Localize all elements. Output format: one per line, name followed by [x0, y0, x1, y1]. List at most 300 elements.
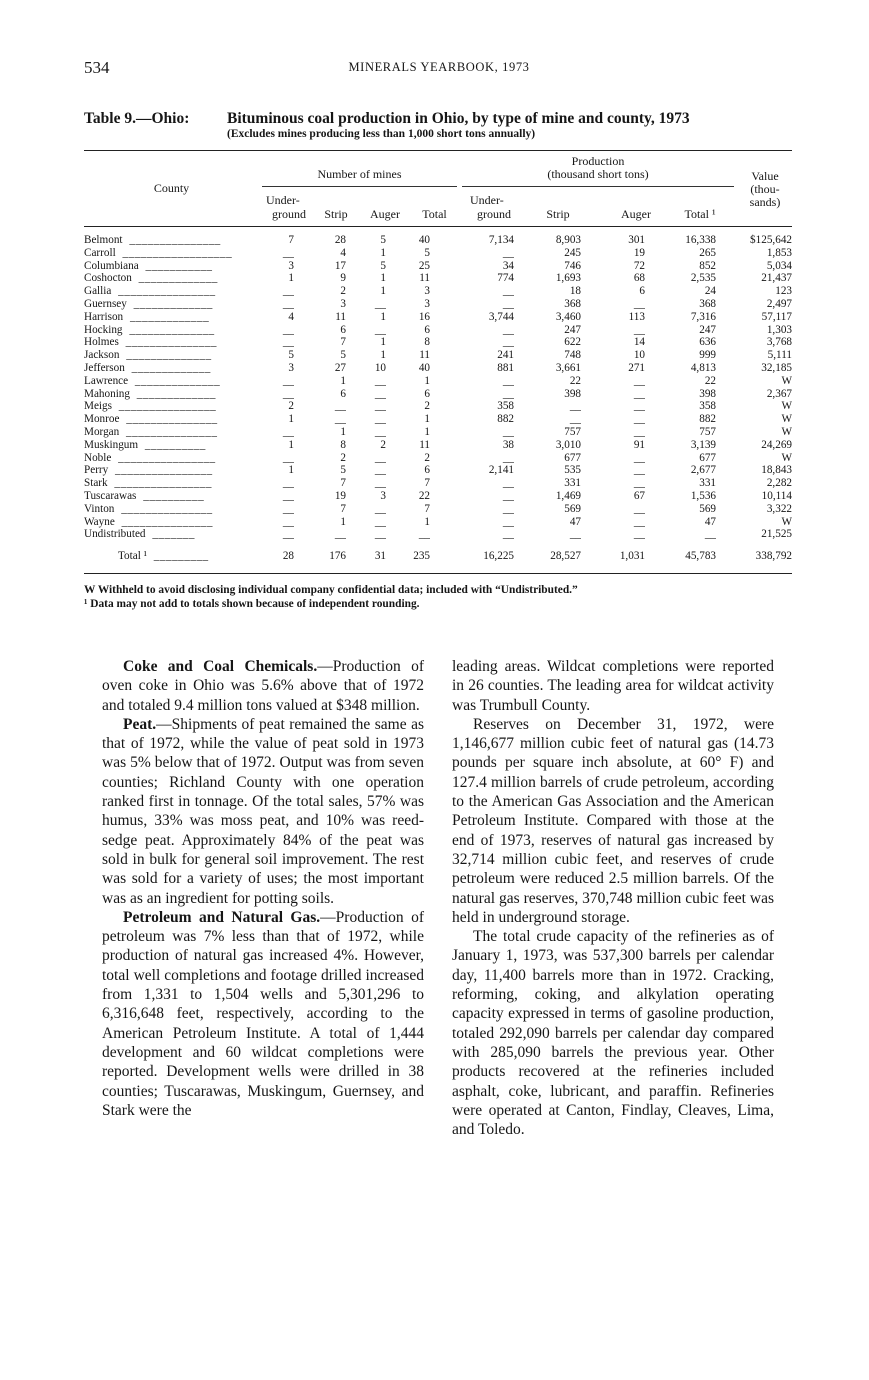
cell-prod-auger: 68	[633, 272, 645, 285]
cell-mines-total: 8	[424, 336, 430, 349]
cell-prod-underground: __	[502, 451, 514, 464]
table-row	[84, 247, 792, 260]
cell-mines-underground: __	[282, 451, 294, 464]
text-column-left	[102, 657, 424, 1120]
cell-prod-total: 2,677	[690, 464, 716, 477]
table-row	[84, 413, 792, 426]
county-cell	[84, 413, 262, 426]
table-footnotes	[84, 584, 792, 610]
header-mines-under: Under-	[266, 193, 300, 207]
header-production: Production	[571, 154, 625, 168]
header-prod-strip: Strip	[546, 207, 570, 221]
cell-prod-auger: __	[633, 528, 645, 541]
cell-prod-auger: 301	[628, 234, 645, 246]
cell-mines-total: 11	[419, 349, 430, 362]
coal-production-table	[84, 234, 792, 563]
county-cell	[84, 298, 262, 311]
cell-prod-total: 47	[704, 515, 716, 528]
county-cell	[84, 503, 262, 516]
footnote-withheld: W Withheld to avoid disclosing individual company confidential data; included with “Undistributed.”	[84, 584, 578, 596]
cell-prod-auger: __	[633, 297, 645, 310]
header-number-of-mines: Number of mines	[317, 167, 402, 181]
county-cell	[84, 426, 262, 439]
county-name: Jefferson	[84, 361, 125, 374]
cell-prod-underground: __	[502, 515, 514, 528]
cell-mines-auger: 1	[380, 310, 386, 323]
cell-mines-auger: 5	[380, 259, 386, 272]
leader-dots: __________	[143, 489, 205, 502]
cell-mines-underground: __	[282, 297, 294, 310]
cell-prod-total: 265	[699, 246, 716, 259]
cell-prod-strip: 746	[564, 259, 581, 272]
county-name: Vinton	[84, 502, 115, 515]
cell-value: W	[781, 374, 792, 387]
cell-mines-strip: 1	[340, 515, 346, 528]
cell-mines-total: 40	[418, 361, 430, 374]
leader-dots: __________________	[122, 246, 233, 259]
county-cell	[84, 490, 262, 503]
cell-prod-auger: __	[633, 425, 645, 438]
cell-mines-underground: 2	[288, 400, 294, 413]
header-prod-total: Total ¹	[684, 207, 716, 221]
cell-mines-auger: __	[374, 297, 386, 310]
cell-mines-underground: 1	[288, 272, 294, 285]
leader-dots: _____________	[138, 272, 218, 285]
cell-value: 10,114	[761, 489, 792, 502]
county-name: Mahoning	[84, 387, 130, 400]
county-cell	[84, 234, 262, 247]
cell-prod-auger: __	[633, 502, 645, 515]
cell-mines-underground: __	[282, 502, 294, 515]
cell-mines-strip: 8	[340, 438, 346, 451]
cell-prod-total: 757	[699, 425, 716, 438]
cell-mines-underground: __	[282, 477, 294, 490]
county-cell	[84, 516, 262, 529]
table-row	[84, 324, 792, 337]
cell-mines-underground: 4	[288, 310, 294, 323]
county-name: Wayne	[84, 515, 115, 528]
leader-dots: _____________	[133, 297, 213, 310]
leader-dots: ________________	[118, 285, 216, 298]
cell-prod-strip: 622	[564, 336, 581, 349]
table-subcaption: (Excludes mines producing less than 1,000 short tons annually)	[227, 128, 536, 140]
cell-prod-total: 247	[699, 323, 716, 336]
cell-prod-underground: 16,225	[483, 550, 514, 563]
heading-petroleum: Petroleum and Natural Gas.	[123, 908, 321, 926]
leader-dots: _______	[152, 528, 195, 541]
cell-mines-strip: 19	[334, 489, 346, 502]
cell-prod-auger: __	[633, 515, 645, 528]
table-row	[84, 464, 792, 477]
table-row	[84, 452, 792, 465]
cell-prod-auger: __	[633, 413, 645, 426]
cell-mines-auger: __	[374, 477, 386, 490]
cell-mines-auger: __	[374, 323, 386, 336]
county-cell	[84, 362, 262, 375]
cell-mines-underground: __	[282, 425, 294, 438]
cell-value: 2,497	[766, 297, 792, 310]
table-caption: Bituminous coal production in Ohio, by type of mine and county, 1973	[227, 110, 690, 127]
cell-prod-underground: __	[502, 489, 514, 502]
county-name: Guernsey	[84, 297, 127, 310]
county-cell	[84, 324, 262, 337]
cell-mines-underground: __	[282, 528, 294, 541]
table-row	[84, 260, 792, 273]
cell-mines-strip: 28	[334, 234, 346, 246]
cell-prod-total: 2,535	[690, 272, 716, 285]
cell-mines-total: 2	[424, 451, 430, 464]
cell-prod-strip: 3,010	[555, 438, 581, 451]
county-name: Stark	[84, 477, 108, 490]
cell-mines-strip: 5	[340, 464, 346, 477]
county-name: Columbiana	[84, 259, 139, 272]
county-cell	[84, 311, 262, 324]
county-name: Lawrence	[84, 374, 129, 387]
cell-mines-total: 11	[419, 272, 430, 285]
county-name: Jackson	[84, 349, 120, 362]
table-top-rule	[84, 150, 792, 151]
county-name: Perry	[84, 464, 109, 477]
cell-mines-underground: __	[282, 323, 294, 336]
cell-value: 24,269	[761, 438, 792, 451]
county-name: Noble	[84, 451, 112, 464]
cell-prod-auger: 6	[639, 285, 645, 298]
cell-mines-auger: 1	[380, 336, 386, 349]
cell-mines-auger: __	[374, 400, 386, 413]
county-name: Harrison	[84, 310, 124, 323]
county-cell	[84, 528, 262, 541]
header-value-units-2: sands)	[749, 195, 781, 209]
cell-prod-auger: __	[633, 387, 645, 400]
cell-prod-auger: 271	[628, 361, 645, 374]
cell-prod-underground: __	[502, 477, 514, 490]
county-name: Undistributed	[84, 528, 146, 541]
cell-mines-total: 2	[424, 400, 430, 413]
cell-value: 5,034	[766, 259, 792, 272]
cell-mines-strip: 2	[340, 285, 346, 298]
table-row	[84, 528, 792, 541]
cell-mines-strip: 1	[340, 374, 346, 387]
table-bottom-rule	[84, 573, 792, 574]
cell-mines-auger: 2	[380, 438, 386, 451]
cell-prod-strip: 245	[564, 246, 581, 259]
cell-mines-strip: __	[334, 400, 346, 413]
cell-prod-auger: __	[633, 477, 645, 490]
table-row	[84, 336, 792, 349]
cell-mines-auger: 1	[380, 349, 386, 362]
table-row	[84, 477, 792, 490]
cell-mines-underground: 1	[288, 464, 294, 477]
cell-value: 5,111	[767, 349, 792, 362]
header-bottom-rule	[84, 226, 792, 227]
leader-dots: ______________	[129, 323, 215, 336]
cell-prod-total: 7,316	[690, 310, 716, 323]
leader-dots: ________________	[118, 400, 217, 413]
cell-prod-strip: 535	[564, 464, 581, 477]
cell-value: 21,525	[761, 528, 792, 541]
header-value-units-1: (thou-	[750, 182, 780, 196]
cell-mines-total: 25	[418, 259, 430, 272]
cell-mines-auger: __	[374, 451, 386, 464]
cell-prod-underground: __	[502, 502, 514, 515]
table-row	[84, 388, 792, 401]
cell-prod-underground: 2,141	[488, 464, 514, 477]
cell-prod-total: 852	[699, 259, 716, 272]
cell-value: 2,282	[766, 477, 792, 490]
cell-mines-underground: __	[282, 387, 294, 400]
table-label: Table 9.—Ohio:	[84, 110, 190, 127]
cell-prod-total: 331	[699, 477, 716, 490]
cell-value: W	[781, 515, 792, 528]
leader-dots: _______________	[129, 234, 221, 246]
cell-prod-total: 636	[699, 336, 716, 349]
body-coke: —Production of oven coke in Ohio was 5.6% above that of 1972 and totaled 9.4 million tons valued at $348 million.	[102, 658, 424, 714]
cell-mines-strip: 1	[340, 425, 346, 438]
cell-prod-auger: __	[633, 400, 645, 413]
header-county: County	[153, 181, 190, 195]
cell-mines-total: 16	[418, 310, 430, 323]
cell-mines-underground: 1	[288, 413, 294, 426]
publication-title: MINERALS YEARBOOK, 1973	[348, 60, 530, 74]
footnote-rounding: ¹ Data may not add to totals shown because of independent rounding.	[84, 597, 420, 610]
cell-prod-strip: 8,903	[555, 234, 581, 246]
county-name: Morgan	[84, 425, 120, 438]
cell-mines-underground: __	[282, 246, 294, 259]
cell-prod-strip: 1,469	[555, 489, 581, 502]
cell-mines-auger: __	[374, 502, 386, 515]
header-mines-total: Total	[422, 207, 447, 221]
county-name: Meigs	[84, 400, 112, 413]
cell-mines-auger: 10	[374, 361, 386, 374]
cell-mines-underground: __	[282, 336, 294, 349]
cell-value: 123	[775, 285, 792, 298]
leader-dots: _____________	[129, 310, 210, 323]
county-cell	[84, 477, 262, 490]
cell-prod-underground: __	[502, 246, 514, 259]
leader-dots: __________	[144, 438, 206, 451]
cell-prod-strip: __	[569, 400, 581, 413]
cell-prod-total: 999	[699, 349, 716, 362]
header-mines-ground: ground	[272, 207, 306, 221]
body-peat: —Shipments of peat remained the same as that of 1972, while the value of peat sold in 1973 was 5% below that of 1972. Output was from seven counties; Richland County with one operation ranked first in tonnage. Of the total sales, 57% was humus, 33% was moss peat, and 10% was reed-sedge peat. Approximately 84% of the peat was sold in bulk for general soil improvement. The rest was sold for a variety of uses; the most important was as an ingredient for potting soils.	[102, 715, 424, 907]
cell-prod-strip: 368	[564, 297, 581, 310]
cell-prod-total: 368	[699, 297, 716, 310]
county-cell	[84, 541, 262, 563]
leader-dots: _______________	[121, 502, 213, 515]
cell-value: 1,303	[766, 323, 792, 336]
cell-mines-underground: __	[282, 374, 294, 387]
cell-prod-underground: 34	[502, 259, 514, 272]
cell-mines-underground: 1	[288, 438, 294, 451]
leader-dots: _______________	[126, 425, 218, 438]
cell-mines-total: 6	[424, 323, 430, 336]
cell-prod-underground: __	[502, 387, 514, 400]
leader-dots: _______________	[125, 336, 218, 349]
running-head	[84, 58, 794, 86]
cell-mines-underground: __	[282, 285, 294, 298]
leader-dots: ______________	[134, 374, 221, 387]
header-value: Value	[751, 169, 779, 183]
table-row	[84, 311, 792, 324]
county-cell	[84, 260, 262, 273]
cell-mines-total: 11	[419, 438, 430, 451]
cell-mines-strip: 176	[329, 550, 346, 563]
cell-prod-underground: 881	[497, 361, 514, 374]
cell-mines-total: 7	[424, 502, 430, 515]
cell-mines-strip: 11	[335, 310, 346, 323]
cell-prod-total: 569	[699, 502, 716, 515]
county-name: Monroe	[84, 413, 120, 426]
cell-prod-auger: 113	[628, 310, 645, 323]
cell-prod-total: 1,536	[690, 489, 716, 502]
cell-mines-total: 1	[424, 374, 430, 387]
cell-prod-auger: 10	[633, 349, 645, 362]
cell-mines-total: 40	[418, 234, 430, 246]
heading-coke: Coke and Coal Chemicals.	[123, 658, 318, 675]
county-name: Holmes	[84, 336, 119, 349]
cell-prod-total: 4,813	[690, 361, 716, 374]
cell-value: 32,185	[761, 361, 792, 374]
cell-prod-total: 24	[704, 285, 716, 298]
cell-prod-auger: 91	[633, 438, 645, 451]
paragraph-peat	[102, 715, 424, 908]
cell-prod-auger: __	[633, 464, 645, 477]
cell-prod-underground: __	[502, 425, 514, 438]
cell-mines-underground: __	[282, 489, 294, 502]
cell-mines-strip: 4	[340, 246, 346, 259]
cell-prod-strip: 748	[564, 349, 581, 362]
leader-dots: ________________	[118, 451, 216, 464]
cell-value: 21,437	[761, 272, 792, 285]
cell-mines-strip: 3	[340, 297, 346, 310]
cell-prod-total: __	[704, 528, 716, 541]
cell-value: W	[781, 425, 792, 438]
cell-mines-underground: 7	[288, 234, 294, 246]
cell-value: 18,843	[761, 464, 792, 477]
cell-mines-total: 22	[418, 489, 430, 502]
table-row	[84, 234, 792, 247]
cell-prod-strip: 47	[569, 515, 581, 528]
cell-prod-underground: 358	[497, 400, 514, 413]
cell-mines-total: __	[418, 528, 430, 541]
cell-prod-auger: __	[633, 451, 645, 464]
header-prod-under: Under-	[470, 193, 504, 207]
cell-prod-underground: 241	[497, 349, 514, 362]
cell-prod-strip: 18	[569, 285, 581, 298]
leader-dots: _____________	[131, 361, 211, 374]
cell-mines-strip: 7	[340, 502, 346, 515]
cell-value: W	[781, 413, 792, 426]
cell-prod-underground: __	[502, 285, 514, 298]
table-row	[84, 400, 792, 413]
cell-mines-strip: 6	[340, 323, 346, 336]
cell-mines-total: 1	[424, 425, 430, 438]
cell-mines-total: 235	[413, 550, 430, 563]
leader-dots: _______________	[126, 413, 218, 426]
cell-prod-total: 398	[699, 387, 716, 400]
cell-mines-strip: 27	[334, 361, 346, 374]
header-prod-auger: Auger	[621, 207, 651, 221]
cell-mines-auger: 1	[380, 246, 386, 259]
cell-prod-total: 22	[704, 374, 716, 387]
cell-mines-auger: 3	[380, 489, 386, 502]
cell-mines-auger: 5	[380, 234, 386, 246]
cell-prod-total: 677	[699, 451, 716, 464]
cell-mines-underground: 3	[288, 259, 294, 272]
cell-prod-auger: 14	[633, 336, 645, 349]
leader-dots: ________________	[114, 477, 212, 490]
cell-value: W	[781, 400, 792, 413]
cell-prod-auger: 67	[633, 489, 645, 502]
county-name: Gallia	[84, 285, 112, 298]
cell-mines-auger: __	[374, 464, 386, 477]
table-row	[84, 362, 792, 375]
paragraph-reserves: Reserves on December 31, 1972, were 1,146,677 million cubic feet of natural gas (14.73 pounds per square inch absolute, at 60° F) and 127.4 million barrels of crude petroleum, according to the American Gas Association and the American Petroleum Institute. Compared with those at the end of 1973, reserves of natural gas increased by 32,714 million cubic feet, and reserves of crude petroleum were reduced 2.5 million barrels. Of the natural gas reserves, 370,748 million cubic feet was held in underground storage.	[452, 715, 774, 926]
header-mines-strip: Strip	[324, 207, 348, 221]
cell-mines-strip: __	[334, 413, 346, 426]
cell-mines-auger: __	[374, 515, 386, 528]
cell-prod-strip: 398	[564, 387, 581, 400]
county-cell	[84, 349, 262, 362]
county-cell	[84, 336, 262, 349]
cell-value: 338,792	[755, 550, 792, 563]
cell-mines-strip: 17	[334, 259, 346, 272]
cell-prod-strip: 569	[564, 502, 581, 515]
cell-mines-total: 5	[424, 246, 430, 259]
cell-prod-strip: __	[569, 528, 581, 541]
cell-prod-underground: 774	[497, 272, 514, 285]
cell-mines-strip: 6	[340, 387, 346, 400]
header-prod-ground: ground	[477, 207, 511, 221]
leader-dots: _______________	[121, 515, 213, 528]
heading-peat: Peat.	[123, 715, 157, 733]
cell-prod-underground: 7,134	[488, 234, 514, 246]
cell-prod-auger: __	[633, 374, 645, 387]
table-row	[84, 349, 792, 362]
cell-prod-strip: 28,527	[550, 550, 581, 563]
county-cell	[84, 452, 262, 465]
cell-mines-strip: 7	[340, 477, 346, 490]
cell-mines-underground: __	[282, 515, 294, 528]
county-cell	[84, 247, 262, 260]
paragraph-petroleum-continued: leading areas. Wildcat completions were reported in 26 counties. The leading area for wildcat activity was Trumbull County.	[452, 658, 774, 714]
cell-mines-underground: 28	[282, 550, 294, 563]
cell-prod-strip: 3,661	[555, 361, 581, 374]
county-name: Total ¹	[118, 550, 147, 563]
county-name: Muskingum	[84, 438, 139, 451]
table-title	[84, 110, 796, 140]
cell-mines-auger: 31	[374, 550, 386, 563]
total-row	[84, 541, 792, 563]
cell-value: 3,322	[766, 502, 792, 515]
paragraph-refineries: The total crude capacity of the refineries as of January 1, 1973, was 537,300 barrels per calendar day, 11,400 barrels more than in 1972. Cracking, reforming, coking, and alkylation operating capacity expressed in terms of gasoline production, totaled 292,090 barrels per calendar day compared with 285,090 barrels the previous year. Other products recovered at the refineries included asphalt, coke, lubricant, and paraffin. Refineries were operated at Canton, Findlay, Cleaves, Lima, and Toledo.	[452, 928, 774, 1139]
cell-prod-underground: 882	[497, 413, 514, 426]
county-cell	[84, 375, 262, 388]
text-column-right	[452, 657, 774, 1139]
cell-mines-total: 3	[424, 297, 430, 310]
leader-dots: ______________	[126, 349, 212, 362]
cell-prod-underground: __	[502, 297, 514, 310]
leader-dots: _____________	[136, 387, 217, 400]
cell-prod-auger: 19	[633, 246, 645, 259]
cell-prod-strip: 677	[564, 451, 581, 464]
cell-prod-underground: __	[502, 528, 514, 541]
cell-mines-strip: 9	[340, 272, 346, 285]
paragraph-coke	[102, 657, 424, 715]
cell-prod-underground: __	[502, 323, 514, 336]
cell-mines-auger: __	[374, 387, 386, 400]
cell-mines-underground: 3	[288, 361, 294, 374]
